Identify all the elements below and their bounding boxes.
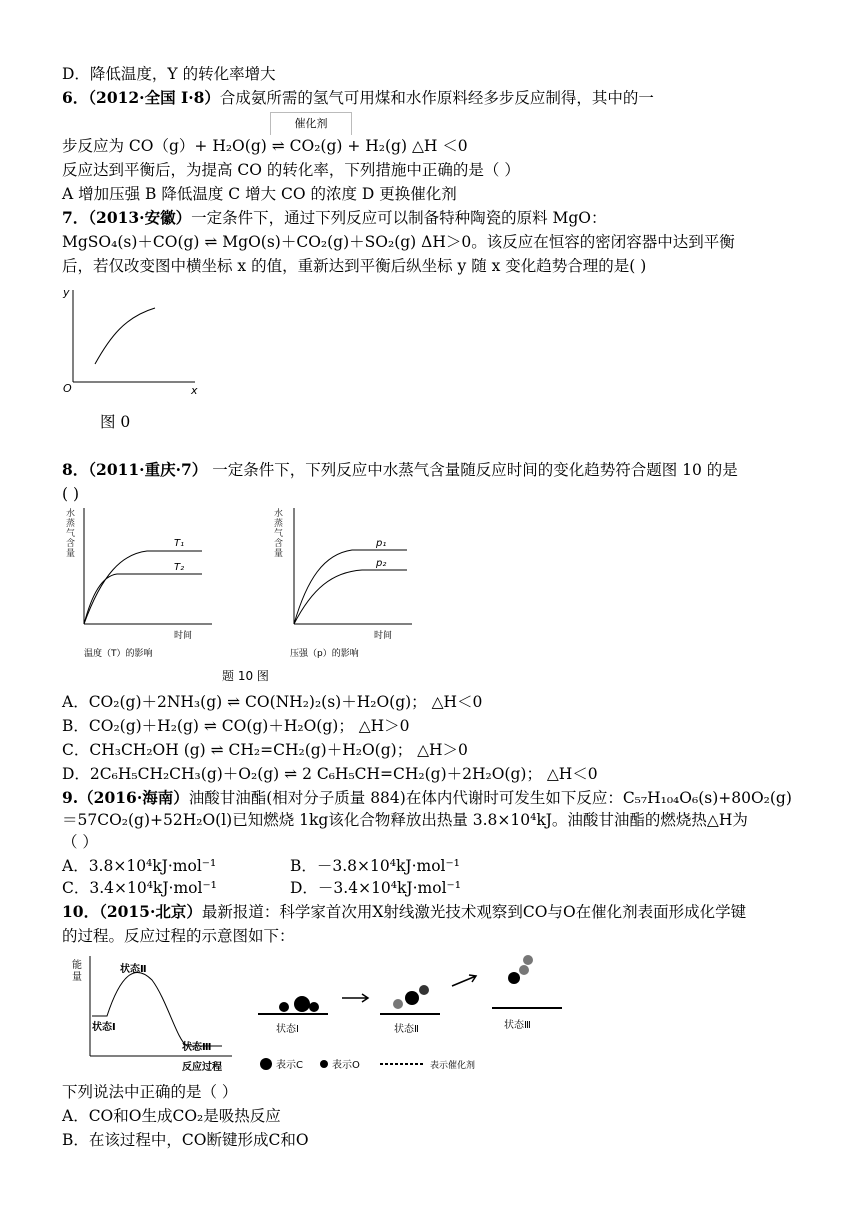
figure-0-caption: 图 0 (100, 413, 131, 431)
state1-caption: 状态Ⅰ (276, 1024, 299, 1035)
label-T2: T₂ (174, 562, 185, 573)
energy-xlabel: 反应过程 (182, 1062, 222, 1073)
q8-option-c: C．CH₃CH₂OH (g) ⇌ CH₂=CH₂(g)＋H₂O(g)； △H＞0 (62, 741, 468, 759)
legend-o-icon (320, 1060, 328, 1068)
curve-p2 (294, 570, 407, 624)
legend-o-label: 表示O (332, 1060, 360, 1071)
legend-c-icon (260, 1058, 272, 1070)
energy-state2-label: 状态Ⅱ (120, 964, 147, 975)
x-label: x (191, 384, 198, 397)
state3-caption: 状态Ⅲ (504, 1020, 531, 1031)
energy-state3-label: 状态Ⅲ (182, 1042, 212, 1053)
o-atom-4 (419, 985, 429, 995)
left-caption: 温度（T）的影响 (84, 649, 153, 659)
q10-option-a: A．CO和O生成CO₂是吸热反应 (62, 1107, 281, 1125)
q6-text: 合成氨所需的氢气可用煤和水作原料经多步反应制得，其中的一 (219, 89, 654, 107)
state2-caption: 状态Ⅱ (394, 1024, 419, 1035)
q6-stem (62, 88, 654, 108)
label-p2: p₂ (376, 558, 387, 569)
left-ylabel-4: 含 (66, 539, 76, 549)
q7-source: 7．（2013·安徽） (62, 208, 192, 227)
curve-p1 (294, 550, 407, 624)
q9-option-b: B．－3.8×10⁴kJ·mol⁻¹ (290, 857, 460, 875)
o-atom-3 (393, 999, 403, 1009)
q6-equation: 步反应为 CO（g）+ H₂O(g) ⇌ CO₂(g) + H₂(g) △H ＜0 (62, 137, 468, 155)
q10-stem (62, 902, 746, 922)
c-atom-3 (508, 972, 520, 984)
right-ylabel-3: 气 (274, 529, 284, 539)
left-time-label: 时间 (174, 631, 193, 641)
q10-source: 10．（2015·北京） (62, 902, 202, 921)
figure-10 (62, 504, 422, 690)
legend-c-label: 表示C (276, 1060, 303, 1071)
o-atom-6 (523, 955, 533, 965)
figure-10-title: 题 10 图 (222, 669, 269, 683)
energy-ylabel-1: 能 (72, 960, 82, 971)
q8-paren: ( ) (62, 485, 80, 503)
trend-curve (95, 308, 155, 364)
o-atom-2 (309, 1002, 319, 1012)
y-label: y (63, 286, 70, 299)
figure-0-graph (55, 282, 215, 402)
right-ylabel-5: 量 (274, 549, 284, 559)
q7-stem (62, 208, 607, 228)
q6-options: A 增加压强 B 降低温度 C 增大 CO 的浓度 D 更换催化剂 (62, 185, 457, 203)
energy-process-figure (62, 950, 582, 1076)
label-T1: T₁ (174, 538, 185, 549)
c-atom-1 (294, 996, 310, 1012)
right-ylabel-1: 水 (274, 509, 284, 519)
left-ylabel-1: 水 (66, 509, 76, 519)
o-atom-1 (279, 1002, 289, 1012)
energy-curve (92, 972, 222, 1046)
catalyst-label: 催化剂 (270, 112, 352, 135)
q9-option-c: C．3.4×10⁴kJ·mol⁻¹ (62, 879, 217, 897)
q9-paren: （ ） (62, 833, 98, 851)
q8-option-b: B．CO₂(g)＋H₂(g) ⇌ CO(g)＋H₂O(g)； △H＞0 (62, 717, 410, 735)
q7-text: 一定条件下，通过下列反应可以制备特种陶瓷的原料 MgO： (191, 209, 607, 227)
q8-option-d: D．2C₆H₅CH₂CH₃(g)＋O₂(g) ⇌ 2 C₆H₅CH=CH₂(g)＋2H₂O(g)； △H＜0 (62, 765, 598, 783)
q10-option-b: B．在该过程中，CO断键形成C和O (62, 1131, 309, 1149)
legend-catalyst-label: 表示催化剂 (430, 1061, 476, 1071)
q10-question: 下列说法中正确的是（ ） (62, 1083, 238, 1101)
line-5d: D．降低温度，Y 的转化率增大 (62, 65, 276, 83)
arrow-2 (452, 975, 476, 986)
c-atom-2 (405, 991, 419, 1005)
q8-source: 8．（2011·重庆·7） (62, 460, 208, 479)
curve-T1 (84, 551, 202, 624)
energy-ylabel-2: 量 (72, 972, 82, 983)
right-ylabel-2: 蒸 (274, 519, 284, 529)
q9-text: 油酸甘油酯(相对分子质量 884)在体内代谢时可发生如下反应：C₅₇H₁₀₄O₆(s)+80O₂(g) (188, 789, 792, 807)
q9-stem (62, 788, 792, 808)
right-ylabel-4: 含 (274, 539, 284, 549)
q8-option-a: A．CO₂(g)＋2NH₃(g) ⇌ CO(NH₂)₂(s)＋H₂O(g)； △H＜0 (62, 693, 483, 711)
curve-T2 (84, 574, 202, 624)
q9-source: 9.（2016·海南） (62, 788, 189, 807)
q7-equation: MgSO₄(s)＋CO(g) ⇌ MgO(s)＋CO₂(g)＋SO₂(g) ΔH＞0。该反应在恒容的密闭容器中达到平衡 (62, 233, 735, 251)
q9-option-a: A．3.8×10⁴kJ·mol⁻¹ (62, 857, 217, 875)
q10-text: 最新报道：科学家首次用X射线激光技术观察到CO与O在催化剂表面形成化学键 (201, 903, 747, 921)
origin-label: O (63, 382, 72, 395)
q6-source: 6．（2012·全国 Ⅰ·8） (62, 88, 220, 107)
energy-state1-label: 状态Ⅰ (92, 1022, 116, 1033)
q6-question: 反应达到平衡后，为提高 CO 的转化率，下列措施中正确的是（ ） (62, 161, 520, 179)
left-ylabel-3: 气 (66, 529, 76, 539)
q7-question: 后，若仅改变图中横坐标 x 的值，重新达到平衡后纵坐标 y 随 x 变化趋势合理的是( ) (62, 257, 647, 275)
q9-line2: ＝57CO₂(g)+52H₂O(l)已知燃烧 1kg该化合物释放出热量 3.8×10⁴kJ。油酸甘油酯的燃烧热△H为 (62, 811, 748, 829)
left-ylabel-2: 蒸 (66, 519, 76, 529)
right-time-label: 时间 (374, 631, 393, 641)
right-caption: 压强（p）的影响 (290, 649, 359, 659)
q10-line2: 的过程。反应过程的示意图如下： (62, 927, 295, 945)
q9-option-d: D．－3.4×10⁴kJ·mol⁻¹ (290, 879, 461, 897)
q8-text: 一定条件下，下列反应中水蒸气含量随反应时间的变化趋势符合题图 10 的是 (207, 461, 738, 479)
left-ylabel-5: 量 (66, 549, 76, 559)
label-p1: p₁ (376, 538, 387, 549)
o-atom-5 (519, 965, 529, 975)
arrow-1 (342, 994, 368, 1002)
q8-stem (62, 460, 738, 480)
